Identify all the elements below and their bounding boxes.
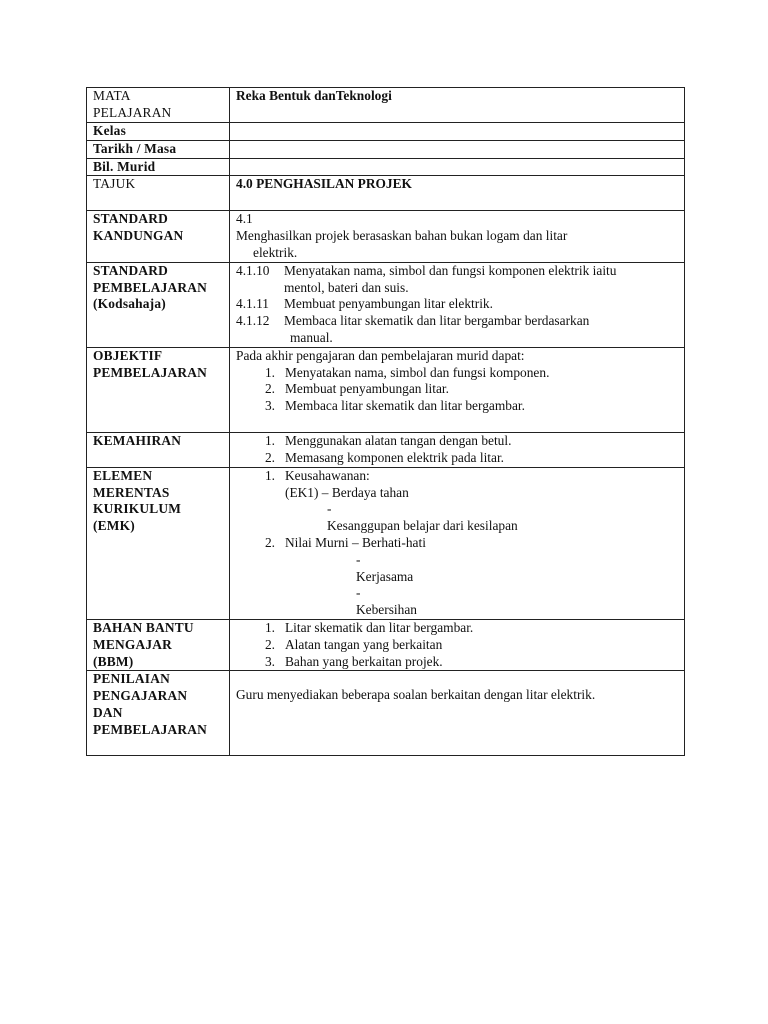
objektif-list <box>236 365 680 415</box>
row-objektif <box>87 347 685 432</box>
label-kelas: Kelas <box>87 123 230 141</box>
label-tarikh-masa: Tarikh / Masa <box>87 140 230 158</box>
list-item: 3. Bahan yang berkaitan projek. <box>264 653 443 669</box>
label-mata-pelajaran: MATA PELAJARAN <box>87 88 230 123</box>
bbm-list <box>236 620 680 670</box>
row-penilaian <box>87 671 685 756</box>
row-standard-pembelajaran <box>87 262 685 347</box>
label-penilaian: PENILAIAN PENGAJARAN DAN PEMBELAJARAN <box>87 671 230 756</box>
emk-list-2 <box>236 535 680 552</box>
sp-item: 4.1.10 Menyatakan nama, simbol dan fungsi komponen elektrik iaitu mentol, bateri dan suis. <box>236 262 617 295</box>
row-bil-murid <box>87 158 685 176</box>
list-item: 1. Menyatakan nama, simbol dan fungsi komponen. <box>264 364 550 380</box>
row-tarikh-masa <box>87 140 685 158</box>
label-emk: ELEMEN MERENTAS KURIKULUM (EMK) <box>87 467 230 619</box>
row-tajuk <box>87 176 685 211</box>
sk-number: 4.1 <box>236 211 253 227</box>
list-item: 1. Litar skematik dan litar bergambar. <box>264 619 474 635</box>
label-standard-kandungan: STANDARD KANDUNGAN <box>87 211 230 262</box>
label-objektif: OBJEKTIF PEMBELAJARAN <box>87 347 230 432</box>
value-standard-pembelajaran <box>230 262 685 347</box>
row-kemahiran <box>87 432 685 467</box>
label-bbm: BAHAN BANTU MENGAJAR (BBM) <box>87 619 230 670</box>
list-item: 2. Membuat penyambungan litar. <box>264 381 449 397</box>
sk-text-line2: elektrik. <box>253 244 298 260</box>
list-item: 2. Nilai Murni – Berhati-hati <box>264 534 426 550</box>
sp-item: 4.1.12 Membaca litar skematik dan litar bergambar berdasarkan manual. <box>236 313 590 345</box>
label-tajuk: TAJUK <box>87 176 230 211</box>
emk-list <box>236 468 680 485</box>
list-item: 1. Keusahawanan: <box>264 467 370 483</box>
row-kelas <box>87 123 685 141</box>
value-emk <box>230 467 685 619</box>
label-kemahiran: KEMAHIRAN <box>87 432 230 467</box>
list-item: 2. Alatan tangan yang berkaitan <box>264 636 443 652</box>
objektif-intro: Pada akhir pengajaran dan pembelajaran murid dapat: <box>236 347 525 363</box>
kemahiran-list <box>236 433 680 467</box>
value-kelas <box>230 123 685 141</box>
value-bbm <box>230 619 685 670</box>
label-standard-pembelajaran: STANDARD PEMBELAJARAN (Kodsahaja) <box>87 262 230 347</box>
list-item: 2. Memasang komponen elektrik pada litar. <box>264 449 505 465</box>
sk-text-line1: Menghasilkan projek berasaskan bahan bukan logam dan litar <box>236 228 568 244</box>
emk-sub-item: - Kebersihan <box>356 585 417 618</box>
value-mata-pelajaran: Reka Bentuk danTeknologi <box>230 88 685 123</box>
sp-item: 4.1.11 Membuat penyambungan litar elektrik. <box>236 296 493 312</box>
lesson-plan-table <box>86 87 685 756</box>
list-item: 1. Menggunakan alatan tangan dengan betul. <box>264 432 512 448</box>
row-bbm <box>87 619 685 670</box>
value-objektif <box>230 347 685 432</box>
value-tajuk: 4.0 PENGHASILAN PROJEK <box>230 176 685 211</box>
value-penilaian: Guru menyediakan beberapa soalan berkaitan dengan litar elektrik. <box>230 671 685 756</box>
value-kemahiran <box>230 432 685 467</box>
emk-sub: (EK1) – Berdaya tahan <box>285 484 409 500</box>
value-bil-murid <box>230 158 685 176</box>
value-standard-kandungan <box>230 211 685 262</box>
label-bil-murid: Bil. Murid <box>87 158 230 176</box>
row-emk <box>87 467 685 619</box>
emk-sub-item: - Kerjasama <box>356 551 414 584</box>
value-tarikh-masa <box>230 140 685 158</box>
row-mata-pelajaran <box>87 88 685 123</box>
emk-sub-detail: - Kesanggupan belajar dari kesilapan <box>327 501 518 534</box>
list-item: 3. Membaca litar skematik dan litar bergambar. <box>264 398 525 414</box>
row-standard-kandungan <box>87 211 685 262</box>
